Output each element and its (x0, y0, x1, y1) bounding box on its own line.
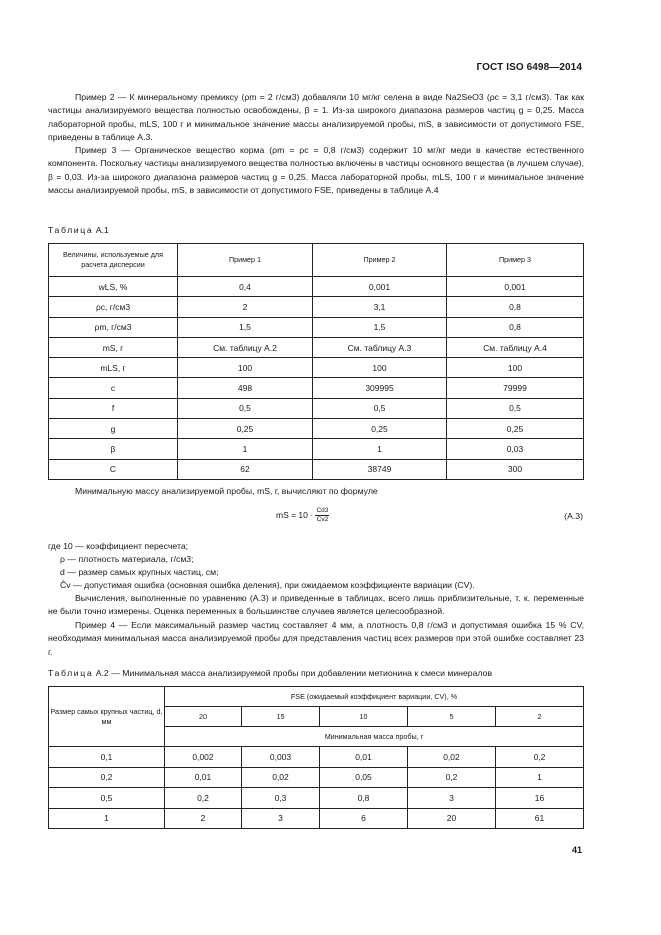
table-a2-caption-text: А.2 — Минимальная масса анализируемой пробы при добавлении метионина к смеси минералов (95, 668, 493, 678)
table-a1-cell: 1 (178, 439, 313, 459)
table-a1-row-label: mLS, г (49, 358, 178, 378)
table-row (49, 337, 584, 357)
table-a2-rowhead: Размер самых крупных частиц, d, мм (49, 687, 165, 747)
table-a1-cell: 1,5 (178, 317, 313, 337)
example-2-text: Пример 2 — К минеральному премиксу (ρm = 2 г/см3) добавляли 10 мг/кг селена в виде Na2SeO3 (ρc = 3,1 г/см3). Так как частицы анализируемого вещества полностью освобождены, β = 1. Из-за широкого диапазона размеров частиц g = 0,25. Масса лабораторной пробы, mLS, 100 г и минимальное значение массы анализируемой пробы, mS, в зависимости от допустимого FSE, приведены в таблице А.3. (48, 92, 584, 143)
table-a2-cell: 0,05 (320, 767, 408, 788)
table-a1-cell: 309995 (313, 378, 447, 398)
table-a2-header-row-1 (49, 687, 584, 707)
table-a1-cell: 1,5 (313, 317, 447, 337)
table-a2-mass-header: Минимальная масса пробы, г (165, 727, 584, 747)
table-a2-cell: 0,02 (242, 767, 320, 788)
table-a2-cell: 0,8 (320, 788, 408, 809)
example-2-paragraph (48, 91, 584, 145)
formula-numerator: Cd3 (316, 507, 329, 514)
table-a1-cell: 0,001 (447, 277, 584, 297)
table-row (49, 297, 584, 317)
table-a2 (48, 686, 584, 829)
table-a2-fse-header: FSE (ожидаемый коэффициент вариации, CV), % (165, 687, 584, 707)
table-a1-header-row (49, 244, 584, 277)
table-row (49, 808, 584, 829)
table-a1-header-cell: Пример 1 (178, 244, 313, 277)
table-a2-cell: 0,01 (165, 767, 242, 788)
table-a1-cell: 0,25 (313, 419, 447, 439)
table-a1-cell: 0,5 (447, 398, 584, 418)
standard-header: ГОСТ ISO 6498—2014 (476, 62, 582, 73)
table-a1-cell: См. таблицу А.4 (447, 337, 584, 357)
table-a2-cell: 6 (320, 808, 408, 829)
table-a1-cell: 0,8 (447, 297, 584, 317)
table-a1-cell: 0,8 (447, 317, 584, 337)
table-a2-size-cell: 1 (49, 808, 165, 829)
calc-note-text: Вычисления, выполненные по уравнению (А.3) и приведенные в таблицах, всего лишь приблизительные, т. к. переменные не были точно измерены. Оценка переменных в большинстве случаев является целесообразной. (48, 593, 584, 617)
table-a1-cell: 0,5 (313, 398, 447, 418)
table-a1-caption-number: А.1 (95, 225, 109, 235)
where-line-3: d — размер самых крупных частиц, см; (60, 567, 219, 577)
formula-denominator: Cv2 (316, 516, 329, 523)
example-3-paragraph (48, 144, 584, 198)
table-a1-caption (48, 225, 109, 235)
table-a1-cell: 498 (178, 378, 313, 398)
table-a2-cell: 0,01 (320, 747, 408, 768)
table-a2-cell: 0,2 (408, 767, 496, 788)
formula-lhs: mS = 10 · (276, 509, 314, 520)
table-a2-cell: 20 (408, 808, 496, 829)
table-a1-cell: 79999 (447, 378, 584, 398)
formula-intro-text: Минимальную массу анализируемой пробы, mS, г, вычисляют по формуле (75, 486, 378, 496)
table-row (49, 788, 584, 809)
table-a2-cell: 61 (496, 808, 584, 829)
table-row (49, 747, 584, 768)
formula-number: (А.3) (564, 511, 583, 521)
calc-note-paragraph (48, 592, 584, 619)
table-a2-caption (48, 668, 492, 678)
table-a1-cell: 0,4 (178, 277, 313, 297)
formula-fraction (315, 507, 329, 524)
table-a1-cell: 62 (178, 459, 313, 479)
table-a1-row-label: C (49, 459, 178, 479)
table-a2-size-cell: 0,5 (49, 788, 165, 809)
example-3-text: Пример 3 — Органическое вещество корма (ρm = ρc = 0,8 г/см3) содержит 10 мг/кг меди в качестве естественного компонента. Поскольку частицы анализируемого вещества полностью включены в частицы основного вещества (в лучшем случае), β = 0,03. Из-за широкого диапазона размеров частиц g = 0,25. Масса лабораторной пробы, mLS, 100 г и минимальное значение массы анализируемой пробы, mS, в зависимости от допустимого FSE, приведены в таблице А.4 (48, 145, 584, 196)
table-row (49, 767, 584, 788)
table-a1-row-label: f (49, 398, 178, 418)
table-a2-cell: 0,2 (165, 788, 242, 809)
table-a2-cv-header: 20 (165, 707, 242, 727)
table-a1-row-label: β (49, 439, 178, 459)
table-row (49, 459, 584, 479)
table-a2-size-cell: 0,2 (49, 767, 165, 788)
table-a2-cell: 3 (408, 788, 496, 809)
table-a1-cell: 0,5 (178, 398, 313, 418)
table-a1-cell: 0,25 (178, 419, 313, 439)
table-row (49, 358, 584, 378)
table-row (49, 317, 584, 337)
table-a1-cell: 0,001 (313, 277, 447, 297)
table-row (49, 419, 584, 439)
table-a1-row-label: ρc, г/см3 (49, 297, 178, 317)
table-a2-cell: 0,02 (408, 747, 496, 768)
where-line-2: ρ — плотность материала, г/см3; (60, 554, 194, 564)
where-line-4: Ĉv — допустимая ошибка (основная ошибка деления), при ожидаемом коэффициенте вариации (CV). (60, 580, 475, 590)
table-a1-cell: 3,1 (313, 297, 447, 317)
where-line-1: где 10 — коэффициент пересчета; (48, 541, 189, 551)
table-a2-cell: 0,2 (496, 747, 584, 768)
table-a1 (48, 243, 584, 480)
formula-a3 (276, 507, 329, 524)
table-a1-row-label: c (49, 378, 178, 398)
table-a2-cell: 1 (496, 767, 584, 788)
table-a1-header-cell: Пример 2 (313, 244, 447, 277)
table-a2-cv-header: 2 (496, 707, 584, 727)
table-a1-cell: 38749 (313, 459, 447, 479)
table-a1-cell: 100 (178, 358, 313, 378)
table-a2-cell: 0,003 (242, 747, 320, 768)
table-row (49, 277, 584, 297)
table-a1-cell: 1 (313, 439, 447, 459)
table-a1-cell: 100 (313, 358, 447, 378)
table-a1-header-cell: Пример 3 (447, 244, 584, 277)
table-a2-cell: 0,002 (165, 747, 242, 768)
page-number: 41 (571, 845, 582, 855)
table-a2-cell: 3 (242, 808, 320, 829)
formula-intro (48, 485, 584, 498)
table-a1-cell: 0,25 (447, 419, 584, 439)
table-a1-cell: 2 (178, 297, 313, 317)
table-a1-cell: См. таблицу А.3 (313, 337, 447, 357)
table-row (49, 439, 584, 459)
table-a2-caption-word: Таблица (48, 668, 94, 678)
table-a2-cv-header: 10 (320, 707, 408, 727)
table-row (49, 398, 584, 418)
table-a1-caption-word: Таблица (48, 225, 94, 235)
table-a2-cell: 2 (165, 808, 242, 829)
table-a1-cell: 100 (447, 358, 584, 378)
table-row (49, 378, 584, 398)
table-a1-row-label: wLS, % (49, 277, 178, 297)
example-4-paragraph (48, 619, 584, 659)
table-a1-header-cell: Величины, используемые для расчета дисперсии (49, 244, 178, 277)
table-a2-cv-header: 15 (242, 707, 320, 727)
table-a1-cell: 0,03 (447, 439, 584, 459)
table-a2-cv-header: 5 (408, 707, 496, 727)
table-a2-cell: 0,3 (242, 788, 320, 809)
table-a2-size-cell: 0,1 (49, 747, 165, 768)
table-a1-row-label: ρm, г/см3 (49, 317, 178, 337)
table-a1-row-label: g (49, 419, 178, 439)
table-a2-cell: 16 (496, 788, 584, 809)
example-4-text: Пример 4 — Если максимальный размер частиц составляет 4 мм, а плотность 0,8 г/см3 и допустимая ошибка 15 % CV, необходимая минимальная масса анализируемой пробы для представления частиц всех размеров при этой ошибке составляет 23 г. (48, 620, 584, 657)
table-a1-row-label: mS, г (49, 337, 178, 357)
table-a1-cell: 300 (447, 459, 584, 479)
table-a1-cell: См. таблицу А.2 (178, 337, 313, 357)
